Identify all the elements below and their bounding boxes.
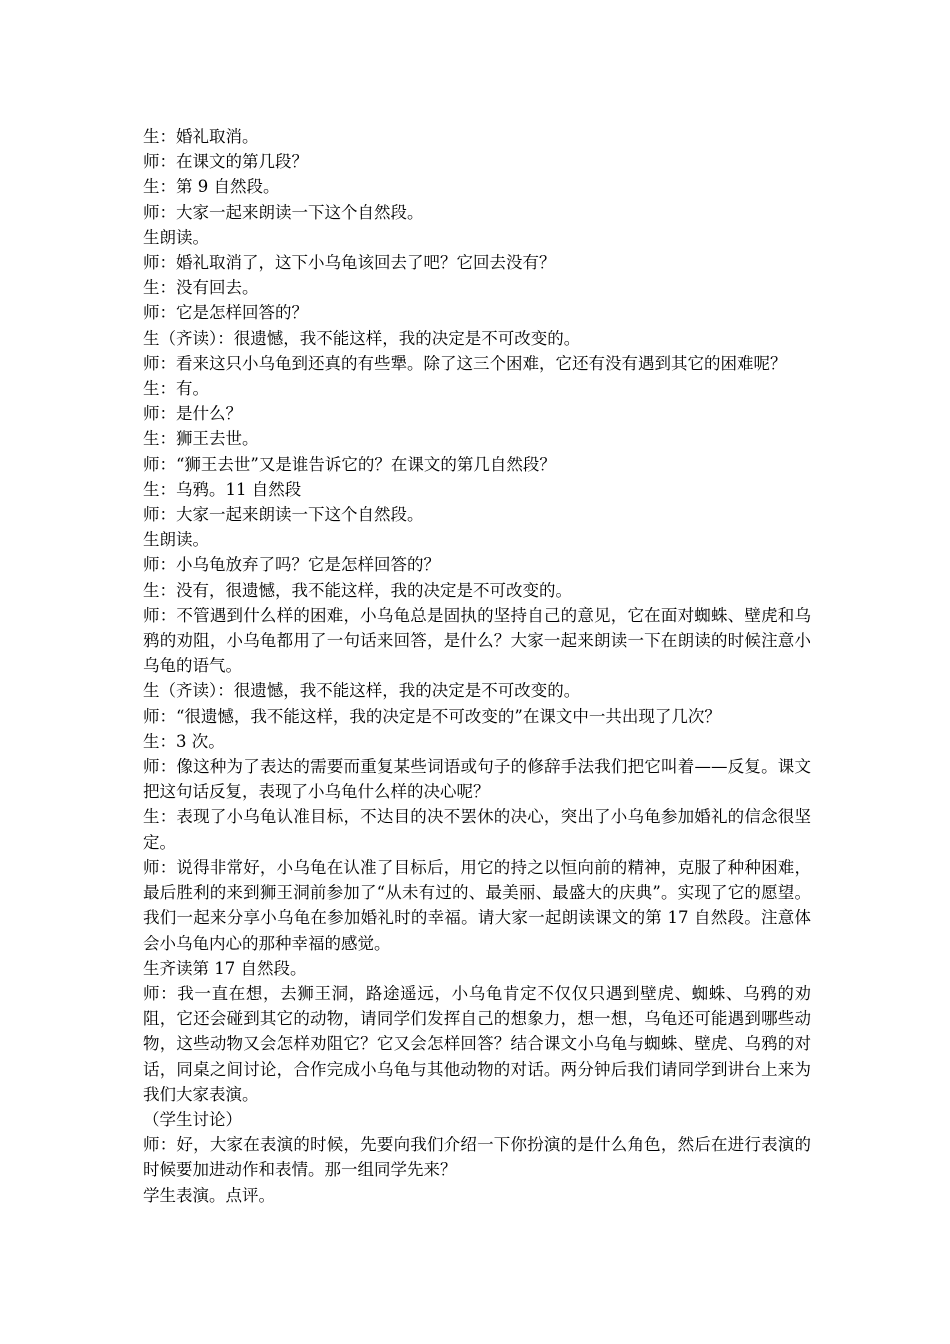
- paragraph-13: 生：狮王去世。: [143, 429, 259, 449]
- paragraph-2: 师：在课文的第几段？: [143, 152, 308, 172]
- paragraph-1: 生：婚礼取消。: [143, 127, 259, 146]
- paragraph-23: 生：3 次。: [143, 731, 225, 751]
- paragraph-3: 生：第 9 自然段。: [143, 177, 280, 197]
- paragraph-12: 师：是什么？: [143, 404, 242, 424]
- paragraph-4: 师：大家一起来朗读一下这个自然段。: [143, 202, 424, 222]
- paragraph-26: 师：说得非常好，小乌龟在认准了目标后，用它的持之以恒向前的精神，克服了种种困难，最后胜利的来到狮王洞前参加了“从未有过的、最美丽、最盛大的庆典”。实现了它的愿望。我们一起来分享小乌龟在参加婚礼时的幸福。请大家一起朗读课文的第 17 自然段。注意体会小乌龟内心的那种幸福的感觉。: [143, 857, 811, 953]
- paragraph-15: 生：乌鸦。11 自然段: [143, 479, 302, 499]
- paragraph-18: 师：小乌龟放弃了吗？它是怎样回答的？: [143, 555, 440, 575]
- paragraph-8: 师：它是怎样回答的？: [143, 303, 308, 323]
- paragraph-27: 生齐读第 17 自然段。: [143, 958, 307, 978]
- paragraph-22: 师：“很遗憾，我不能这样，我的决定是不可改变的”在课文中一共出现了几次？: [143, 706, 721, 726]
- paragraph-24: 师：像这种为了表达的需要而重复某些词语或句子的修辞手法我们把它叫着——反复。课文把这句话反复，表现了小乌龟什么样的决心呢？: [143, 757, 811, 802]
- document-body: [143, 124, 811, 1208]
- paragraph-19: 生：没有，很遗憾，我不能这样，我的决定是不可改变的。: [143, 580, 572, 600]
- paragraph-20: 师：不管遇到什么样的困难，小乌龟总是固执的坚持自己的意见，它在面对蜘蛛、壁虎和乌鸦的劝阻，小乌龟都用了一句话来回答，是什么？大家一起来朗读一下在朗读的时候注意小乌龟的语气。: [143, 605, 811, 676]
- paragraph-14: 师：“狮王去世”又是谁告诉它的？在课文的第几自然段？: [143, 454, 556, 474]
- paragraph-31: 学生表演。点评。: [143, 1185, 275, 1205]
- paragraph-30: 师：好，大家在表演的时候，先要向我们介绍一下你扮演的是什么角色，然后在进行表演的时候要加进动作和表情。那一组同学先来？: [143, 1135, 811, 1180]
- paragraph-6: 师：婚礼取消了，这下小乌龟该回去了吧？它回去没有？: [143, 253, 556, 273]
- paragraph-9: 生（齐读）：很遗憾，我不能这样，我的决定是不可改变的。: [143, 328, 581, 348]
- paragraph-29: （学生讨论）: [143, 1109, 242, 1129]
- paragraph-21: 生（齐读）：很遗憾，我不能这样，我的决定是不可改变的。: [143, 681, 581, 701]
- paragraph-17: 生朗读。: [143, 530, 209, 550]
- paragraph-11: 生：有。: [143, 379, 209, 399]
- paragraph-25: 生：表现了小乌龟认准目标，不达目的决不罢休的决心，突出了小乌龟参加婚礼的信念很坚定。: [143, 807, 811, 852]
- paragraph-10: 师：看来这只小乌龟到还真的有些犟。除了这三个困难，它还有没有遇到其它的困难呢？: [143, 353, 787, 373]
- paragraph-16: 师：大家一起来朗读一下这个自然段。: [143, 505, 424, 525]
- paragraph-7: 生：没有回去。: [143, 278, 259, 298]
- paragraph-28: 师：我一直在想，去狮王洞，路途遥远，小乌龟肯定不仅仅只遇到壁虎、蜘蛛、乌鸦的劝阻，它还会碰到其它的动物，请同学们发挥自己的想象力，想一想，乌龟还可能遇到哪些动物，这些动物又会怎样劝阻它？它又会怎样回答？结合课文小乌龟与蜘蛛、壁虎、乌鸦的对话，同桌之间讨论，合作完成小乌龟与其他动物的对话。两分钟后我们请同学到讲台上来为我们大家表演。: [143, 983, 811, 1104]
- paragraph-5: 生朗读。: [143, 227, 209, 247]
